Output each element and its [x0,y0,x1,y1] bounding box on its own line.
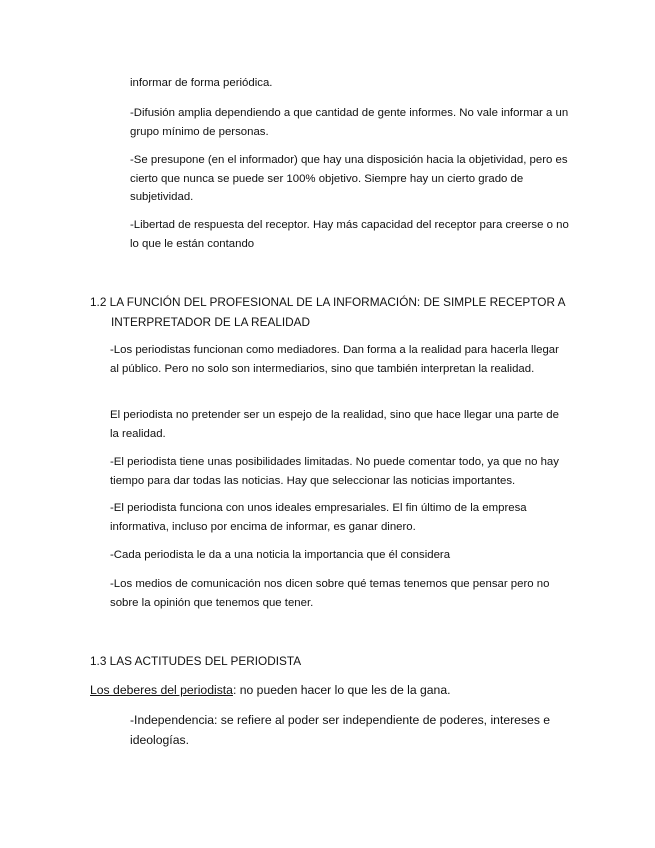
paragraph-espejo: El periodista no pretender ser un espejo de la realidad, sino que hace llegar una parte de la realidad. [110,409,559,440]
paragraph-deberes [90,681,570,700]
paragraph-empresariales: -El periodista funciona con unos ideales empresariales. El fin último de la empresa informativa, incluso por encima de informar, es ganar dinero. [110,502,527,533]
paragraph-limitadas: -El periodista tiene unas posibilidades limitadas. No puede comentar todo, ya que no hay tiempo para dar todas las noticias. Hay que seleccionar las noticias importantes. [110,456,559,487]
paragraph-libertad: -Libertad de respuesta del receptor. Hay más capacidad del receptor para creerse o no lo que le están contando [130,219,569,250]
deberes-label: Los deberes del periodista [90,683,233,697]
heading-1-2-line1: 1.2 LA FUNCIÓN DEL PROFESIONAL DE LA INFORMACIÓN: DE SIMPLE RECEPTOR A [90,295,566,309]
section-heading-1-2 [90,292,570,332]
paragraph-objetividad: -Se presupone (en el informador) que hay una disposición hacia la objetividad, pero es cierto que nunca se puede ser 100% objetivo. Siempre hay un cierto grado de subjetividad. [130,154,568,203]
deberes-text: : no pueden hacer lo que les de la gana. [232,683,451,697]
paragraph-periodica: informar de forma periódica. [130,77,273,89]
heading-1-2-line2: INTERPRETADOR DE LA REALIDAD [111,315,311,329]
section-heading-1-3: 1.3 LAS ACTITUDES DEL PERIODISTA [90,654,302,668]
paragraph-medios: -Los medios de comunicación nos dicen sobre qué temas tenemos que pensar pero no sobre la opinión que tenemos que tener. [110,578,550,609]
paragraph-mediadores: -Los periodistas funcionan como mediadores. Dan forma a la realidad para hacerla llegar al público. Pero no solo son intermediarios, sino que también interpretan la realidad. [110,344,559,375]
paragraph-difusion: -Difusión amplia dependiendo a que cantidad de gente informes. No vale informar a un grupo mínimo de personas. [130,107,569,138]
paragraph-importancia: -Cada periodista le da a una noticia la importancia que él considera [110,549,451,561]
paragraph-independencia: -Independencia: se refiere al poder ser independiente de poderes, intereses e ideologías. [130,713,551,747]
